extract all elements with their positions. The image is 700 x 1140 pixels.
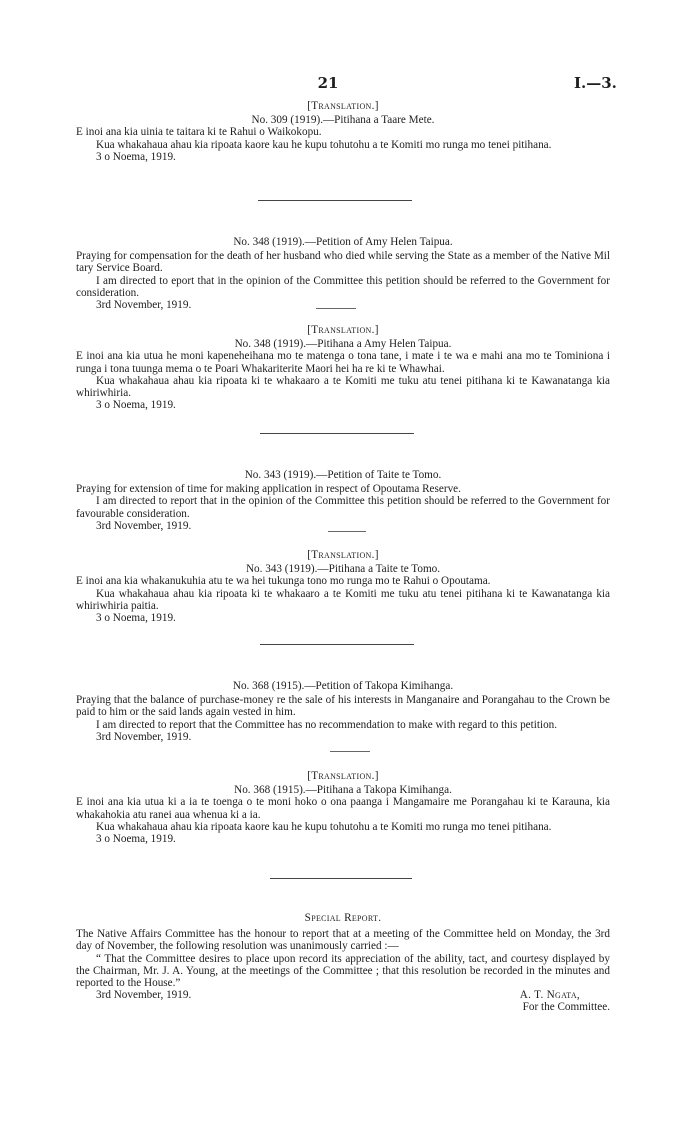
petition-title: No. 348 (1919).—Pitihana a Amy Helen Taipua. — [234, 338, 452, 351]
petition-title: No. 348 (1919).—Petition of Amy Helen Taipua. — [233, 236, 453, 248]
short-divider — [328, 531, 366, 532]
petition-309-translation — [76, 100, 610, 163]
petition-title: No. 368 (1915).—Pitihana a Takopa Kimihanga. — [234, 784, 452, 797]
report-date: 3rd November, 1919. — [96, 299, 192, 312]
petition-prayer: E inoi ana kia utua ki a ia te toenga o te moni hoko o ona paanga i Mangamaire me Porangahau ki te Karauna, kia whakahokia atu ranei aua whenua ki a ia. — [76, 796, 610, 821]
petition-343-translation — [76, 549, 610, 624]
committee-reply: Kua whakahaua ahau kia ripoata kaore kau he kupu tohutohu a te Komiti mo runga mo tenei pitihana. — [96, 138, 552, 151]
petition-title: No. 343 (1919).—Pitihana a Taite te Tomo. — [245, 563, 441, 576]
special-report-body: The Native Affairs Committee has the honour to report that at a meeting of the Committee held on Monday, the 3rd day of November, the following resolution was unanimously carried :— — [76, 928, 610, 953]
petition-348-english — [76, 236, 610, 311]
short-divider — [330, 751, 370, 752]
translation-label: [Translation.] — [307, 100, 379, 112]
petition-343-english — [76, 469, 610, 532]
petition-prayer: E inoi ana kia uinia te taitara ki te Rahui o Waikokopu. — [76, 126, 322, 139]
committee-reply: Kua whakahaua ahau kia ripoata ki te whakaaro a te Komiti me tuku atu tenei pitihana ki te Kawanatanga kia whiriwhiria paitia. — [76, 587, 610, 612]
section-divider — [270, 878, 412, 879]
section-divider — [260, 433, 414, 434]
translation-label: [Translation.] — [307, 324, 379, 336]
committee-reply: I am directed to report that in the opinion of the Committee this petition should be referred to the Government for favourable consideration. — [76, 495, 610, 520]
committee-reply: I am directed to eport that in the opinion of the Committee this petition should be referred to the Government for consideration. — [76, 274, 610, 299]
special-report — [76, 912, 610, 1014]
signatory-role: For the Committee. — [522, 1001, 610, 1014]
petition-prayer: Praying that the balance of purchase-money re the sale of his interests in Manganaire and Porangahau to the Crown be paid to him or the said lands again vested in him. — [76, 694, 610, 719]
report-date: 3rd November, 1919. — [96, 519, 192, 532]
petition-title: No. 368 (1915).—Petition of Takopa Kimihanga. — [232, 680, 454, 692]
translation-label: [Translation.] — [307, 770, 379, 782]
petition-title: No. 343 (1919).—Petition of Taite te Tomo. — [244, 469, 442, 481]
committee-reply: Kua whakahaua ahau kia ripoata ki te whakaaro a te Komiti me tuku atu tenei pitihana ki te Kawanatanga kia whiriwhiria. — [76, 374, 610, 400]
petition-348-translation — [76, 324, 610, 411]
section-divider — [258, 200, 412, 201]
committee-reply: Kua whakahaua ahau kia ripoata kaore kau he kupu tohutohu a te Komiti mo runga mo tenei pitihana. — [96, 820, 552, 833]
section-divider — [260, 644, 414, 645]
translation-label: [Translation.] — [307, 549, 379, 561]
petition-prayer: Praying for extension of time for making application in respect of Opoutama Reserve. — [76, 483, 461, 496]
document-reference: I.—3. — [574, 74, 617, 92]
special-report-title: Special Report. — [304, 912, 382, 924]
petition-title: No. 309 (1919).—Pitihana a Taare Mete. — [251, 114, 435, 127]
report-date: 3 o Noema, 1919. — [96, 833, 176, 846]
signatory-name: A. T. Ngata, — [519, 989, 580, 1002]
petition-368-english — [76, 680, 610, 743]
petition-prayer: E inoi ana kia utua he moni kapeneheihana mo te matenga o tona tane, i mate i te wa e mahi ana mo te Tominiona i runga i tona tuunga mema o te Poari Whakariterite Maori hei ha re ki te Whawhai. — [76, 350, 610, 375]
report-date: 3rd November, 1919. — [96, 730, 192, 743]
short-divider — [316, 308, 356, 309]
committee-reply: I am directed to report that the Committee has no recommendation to make with regard to this petition. — [96, 718, 558, 731]
report-date: 3 o Noema, 1919. — [96, 399, 176, 412]
report-date: 3 o Noema, 1919. — [96, 150, 176, 163]
report-date: 3 o Noema, 1919. — [96, 612, 176, 625]
petition-prayer: Praying for compensation for the death of her husband who died while serving the State as a member of the Native Mil tary Service Board. — [76, 250, 610, 275]
report-date: 3rd November, 1919. — [96, 989, 192, 1002]
petition-368-translation — [76, 770, 610, 845]
resolution-quote: “ That the Committee desires to place upon record its appreciation of the ability, tact, and courtesy displayed by the Chairman, Mr. J. A. Young, at the meetings of the Committee ; that this resolution be recorded in the minutes and reported to the House.” — [76, 952, 610, 990]
petition-prayer: E inoi ana kia whakanukuhia atu te wa hei tukunga tono mo runga mo te Rahui o Opoutama. — [76, 575, 491, 588]
page-number: 21 — [317, 74, 339, 92]
